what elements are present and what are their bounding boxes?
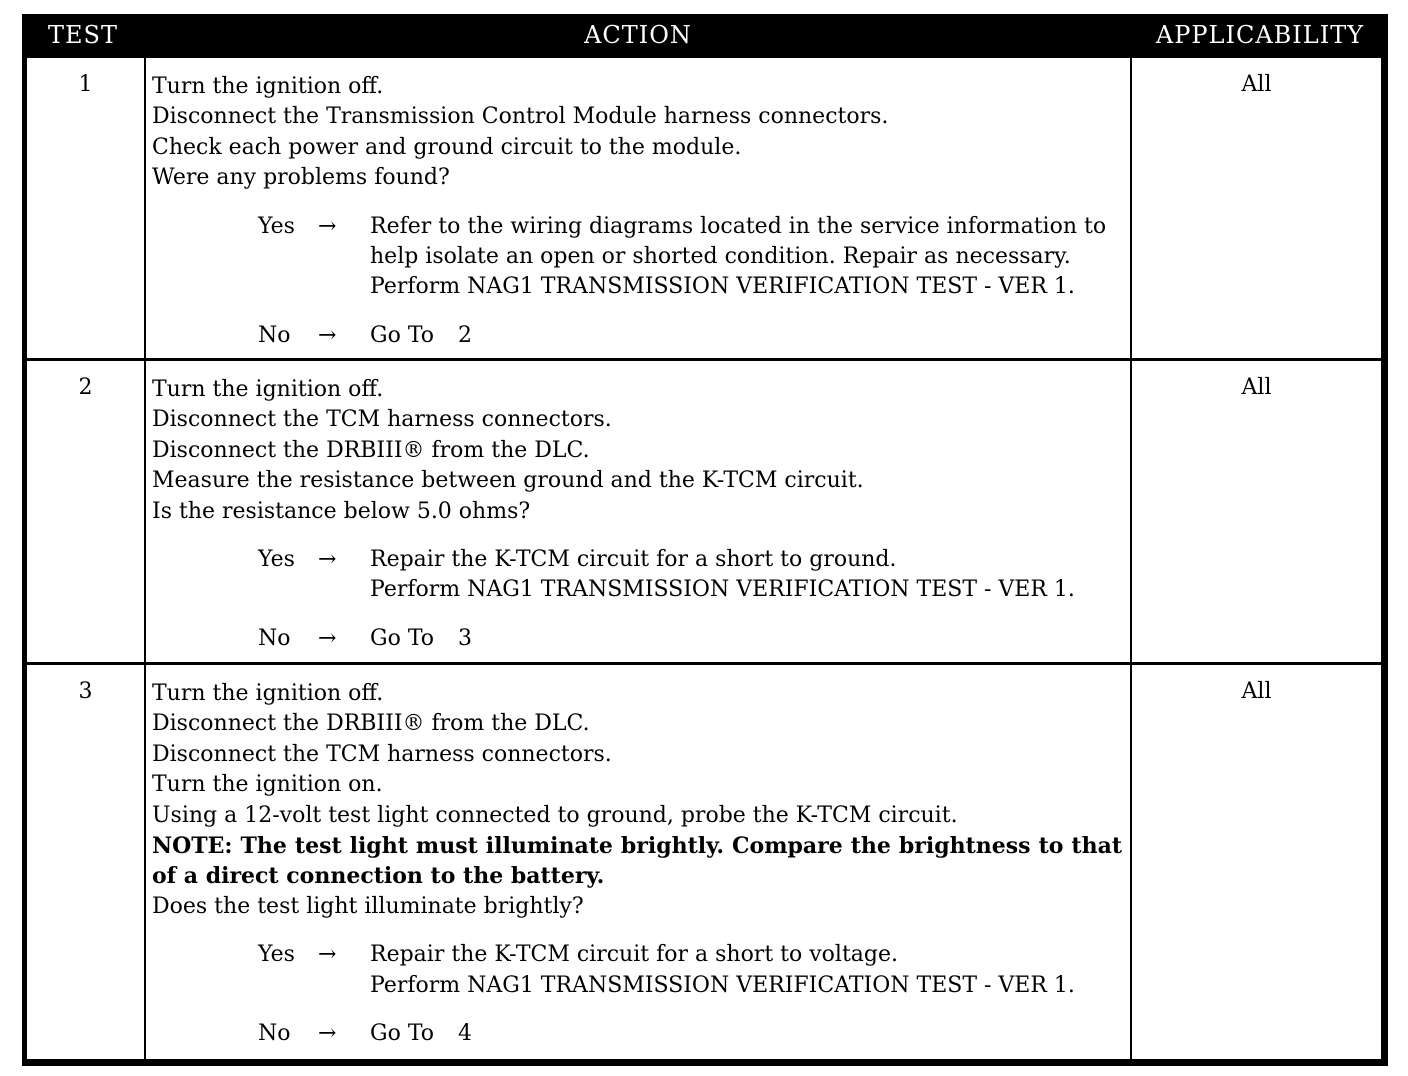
action-question: Does the test light illuminate brightly? <box>152 893 584 919</box>
goto-number: 2 <box>458 322 473 348</box>
goto-number: 4 <box>458 1021 473 1047</box>
action-cell <box>146 665 1130 1059</box>
yes-line: Repair the K-TCM circuit for a short to voltage. <box>370 942 898 968</box>
no-label: No <box>258 322 291 348</box>
action-line: Turn the ignition off. <box>152 681 384 706</box>
action-line: Measure the resistance between ground and the K-TCM circuit. <box>152 468 864 494</box>
yes-label: Yes <box>258 213 295 239</box>
arrow-right-icon: → <box>318 547 337 573</box>
action-line: Check each power and ground circuit to the module. <box>152 134 742 160</box>
action-line: Turn the ignition off. <box>152 377 384 402</box>
action-line: Using a 12-volt test light connected to ground, probe the K-TCM circuit. <box>152 802 958 828</box>
test-number-cell: 3 <box>27 665 144 1059</box>
goto-label: Go To <box>370 1021 435 1047</box>
header-test: TEST <box>48 21 118 49</box>
arrow-right-icon: → <box>318 1021 337 1047</box>
yes-line: Perform NAG1 TRANSMISSION VERIFICATION TEST - VER 1. <box>370 274 1075 300</box>
yes-answer <box>258 940 1124 1001</box>
action-line: Turn the ignition on. <box>152 772 383 798</box>
action-question: Is the resistance below 5.0 ohms? <box>152 498 531 524</box>
yes-answer <box>258 212 1124 303</box>
no-answer <box>258 624 1124 654</box>
yes-line: Repair the K-TCM circuit for a short to ground. <box>370 547 897 573</box>
arrow-right-icon: → <box>318 625 337 651</box>
action-line: Disconnect the TCM harness connectors. <box>152 407 612 433</box>
action-line: Disconnect the Transmission Control Module harness connectors. <box>152 104 889 130</box>
action-cell <box>146 58 1130 358</box>
header-applicability: APPLICABILITY <box>1155 21 1365 49</box>
arrow-right-icon: → <box>318 942 337 968</box>
goto-number: 3 <box>458 625 473 651</box>
action-cell <box>146 361 1130 662</box>
answers <box>152 212 1124 352</box>
yes-line: Perform NAG1 TRANSMISSION VERIFICATION TEST - VER 1. <box>370 972 1075 998</box>
arrow-right-icon: → <box>318 213 337 239</box>
action-line: Disconnect the TCM harness connectors. <box>152 741 612 767</box>
arrow-right-icon: → <box>318 322 337 348</box>
no-label: No <box>258 1021 291 1047</box>
yes-label: Yes <box>258 547 295 573</box>
no-label: No <box>258 625 291 651</box>
action-question: Were any problems found? <box>152 165 450 191</box>
goto-label: Go To <box>370 322 435 348</box>
no-answer <box>258 321 1124 351</box>
diagnostic-test-table <box>22 14 1388 1066</box>
test-number-cell: 1 <box>27 58 144 358</box>
note-text: NOTE: The test light must illuminate brightly. Compare the brightness to that of a direct connection to the battery. <box>152 833 1122 890</box>
goto-label: Go To <box>370 625 435 651</box>
yes-label: Yes <box>258 942 295 968</box>
yes-answer <box>258 545 1124 606</box>
yes-line: Refer to the wiring diagrams located in the service information to <box>370 213 1107 239</box>
applicability-cell: All <box>1132 665 1381 1059</box>
test-number-cell: 2 <box>27 361 144 662</box>
no-answer <box>258 1019 1124 1049</box>
applicability-cell: All <box>1132 58 1381 358</box>
yes-line: help isolate an open or shorted condition. Repair as necessary. <box>370 244 1071 270</box>
yes-line: Perform NAG1 TRANSMISSION VERIFICATION TEST - VER 1. <box>370 577 1075 603</box>
answers <box>152 940 1124 1049</box>
action-line: Disconnect the DRBIII® from the DLC. <box>152 711 590 737</box>
action-line: Disconnect the DRBIII® from the DLC. <box>152 437 590 463</box>
answers <box>152 545 1124 654</box>
applicability-cell: All <box>1132 361 1381 662</box>
action-line: Turn the ignition off. <box>152 74 384 99</box>
header-action: ACTION <box>584 21 692 49</box>
